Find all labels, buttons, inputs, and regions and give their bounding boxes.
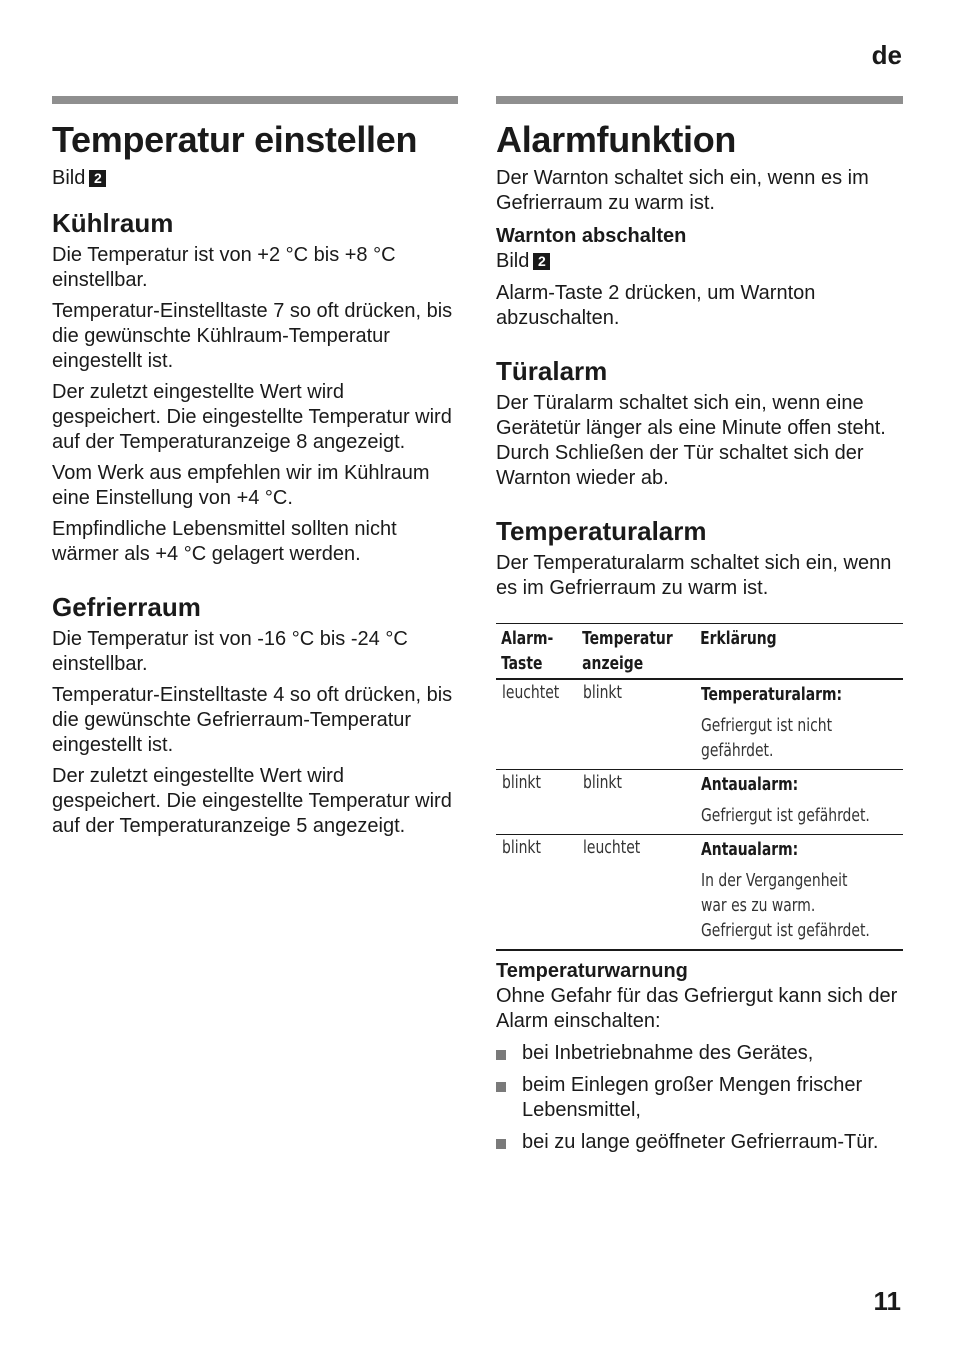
column-header-alarm-taste: Alarm- Taste [501, 628, 554, 674]
cell-taste: leuchtet [502, 682, 560, 703]
figure-label: Bild [496, 250, 530, 272]
bullet-square-icon [496, 1082, 506, 1092]
bullet-list [496, 1041, 903, 1155]
cell-erklaerung: Temperaturalarm: Gefriergut ist nicht gefährdet. [700, 684, 842, 761]
cell-anzeige: blinkt [583, 682, 623, 703]
list-item: bei Inbetriebnahme des Gerätes, [496, 1041, 903, 1066]
table-row [496, 770, 903, 835]
heading-temperaturalarm: Temperaturalarm [496, 516, 707, 546]
figure-number-badge: 2 [533, 253, 550, 270]
bullet-square-icon [496, 1139, 506, 1149]
column-header-temperaturanzeige: Temperatur anzeige [582, 628, 673, 674]
left-column [52, 96, 458, 839]
table-row [496, 835, 903, 951]
cell-taste: blinkt [502, 772, 541, 793]
paragraph: Alarm-Taste 2 drücken, um Warnton abzuschalten. [496, 282, 816, 329]
section-rule [496, 96, 903, 104]
paragraph: Die Temperatur ist von +2 °C bis +8 °C einstellbar. [52, 244, 396, 291]
paragraph: Empfindliche Lebensmittel sollten nicht wärmer als +4 °C gelagert werden. [52, 518, 397, 565]
section-rule [52, 96, 458, 104]
cell-taste: blinkt [502, 837, 541, 858]
cell-anzeige: leuchtet [583, 837, 641, 858]
list-item: bei zu lange geöffneter Gefrierraum-Tür. [496, 1130, 903, 1155]
section-title-alarmfunktion: Alarmfunktion [496, 119, 737, 160]
paragraph: Die Temperatur ist von -16 °C bis -24 °C einstellbar. [52, 628, 408, 675]
list-item: beim Einlegen großer Mengen frischer Lebensmittel, [496, 1073, 903, 1123]
heading-kuehlraum: Kühlraum [52, 208, 174, 238]
column-header-erklaerung: Erklärung [699, 628, 777, 649]
paragraph: Der zuletzt eingestellte Wert wird gespeichert. Die eingestellte Temperatur wird auf der Temperaturanzeige 5 angezeigt. [52, 765, 452, 837]
paragraph: Temperatur-Einstelltaste 4 so oft drücken, bis die gewünschte Gefrierraum-Temperatur eingestellt ist. [52, 684, 453, 756]
cell-anzeige: blinkt [583, 772, 623, 793]
page-number: 11 [873, 1286, 901, 1316]
figure-label: Bild [52, 167, 86, 189]
bullet-square-icon [496, 1050, 506, 1060]
figure-reference [52, 166, 458, 191]
figure-number-badge: 2 [89, 170, 106, 187]
subheading-temperaturwarnung: Temperaturwarnung [496, 960, 688, 982]
paragraph: Vom Werk aus empfehlen wir im Kühlraum eine Einstellung von +4 °C. [52, 462, 430, 509]
heading-tueralarm: Türalarm [496, 356, 608, 386]
paragraph: Ohne Gefahr für das Gefriergut kann sich der Alarm einschalten: [496, 985, 898, 1032]
intro-paragraph: Der Warnton schaltet sich ein, wenn es im Gefrierraum zu warm ist. [496, 167, 869, 214]
alarm-table [496, 623, 903, 951]
paragraph: Der Türalarm schaltet sich ein, wenn eine Gerätetür länger als eine Minute offen steht. Durch Schließen der Tür schaltet sich der Warnton wieder ab. [496, 392, 886, 489]
paragraph: Der zuletzt eingestellte Wert wird gespeichert. Die eingestellte Temperatur wird auf der Temperaturanzeige 8 angezeigt. [52, 381, 452, 453]
section-title-temperatur: Temperatur einstellen [52, 119, 418, 160]
right-column [496, 96, 903, 1155]
table-row [496, 679, 903, 770]
paragraph: Temperatur-Einstelltaste 7 so oft drücken, bis die gewünschte Kühlraum-Temperatur eingestellt ist. [52, 300, 453, 372]
paragraph: Der Temperaturalarm schaltet sich ein, wenn es im Gefrierraum zu warm ist. [496, 552, 892, 599]
language-label: de [871, 40, 902, 70]
cell-erklaerung: Antaualarm: In der Vergangenheit war es zu warm. Gefriergut ist gefährdet. [700, 839, 870, 941]
figure-reference [496, 249, 903, 274]
subheading-warnton: Warnton abschalten [496, 225, 687, 247]
table-header-row [496, 624, 903, 680]
cell-erklaerung: Antaualarm: Gefriergut ist gefährdet. [700, 774, 870, 826]
heading-gefrierraum: Gefrierraum [52, 592, 201, 622]
